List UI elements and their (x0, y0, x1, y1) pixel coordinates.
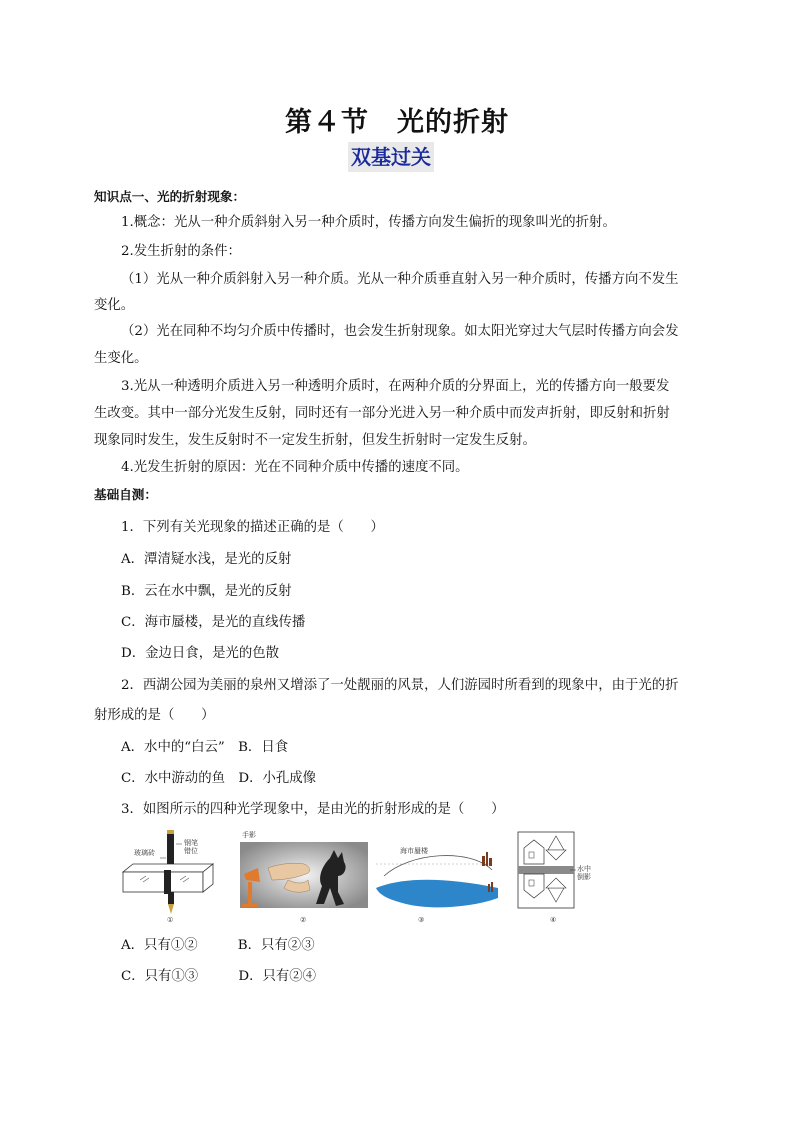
figure-mirage (370, 828, 502, 928)
fig1-offset-label: 错位 (184, 847, 198, 855)
fig4-number: ④ (550, 916, 557, 924)
fig1-glass-label: 玻璃砖 (134, 849, 155, 857)
paragraph-concept: 1.概念：光从一种介质斜射入另一种介质时，传播方向发生偏折的现象叫光的折射。 (121, 215, 616, 230)
paragraph-3-line2: 生改变。其中一部分光发生反射，同时还有一部分光进入另一种介质中而发声折射，即反射和折射 (94, 406, 670, 421)
fig4-label-water: 水中 (577, 865, 591, 873)
paragraph-cause: 4.光发生折射的原因：光在不同种介质中传播的速度不同。 (121, 460, 469, 475)
question-3-stem: 3．如图所示的四种光学现象中，是由光的折射形成的是（ ） (121, 802, 505, 817)
section-subtitle: 双基过关 (348, 142, 434, 172)
fig2-label: 手影 (242, 831, 256, 839)
q2-options-ab: A．水中的“白云” B．日食 (121, 740, 289, 755)
question-2-stem: 2．西湖公园为美丽的泉州又增添了一处靓丽的风景，人们游园时所看到的现象中，由于光的折 (121, 678, 679, 693)
paragraph-condition-2-cont: 生变化。 (94, 351, 148, 366)
q1-option-a: A．潭清疑水浅，是光的反射 (121, 552, 292, 567)
figure-hand-shadow (238, 828, 370, 928)
fig3-number: ③ (418, 916, 425, 924)
paragraph-3-line1: 3.光从一种透明介质进入另一种透明介质时，在两种介质的分界面上，光的传播方向一般要发 (121, 379, 670, 394)
q2-options-cd: C．水中游动的鱼 D．小孔成像 (121, 771, 317, 786)
fig2-number: ② (300, 916, 307, 924)
q1-option-d: D．金边日食，是光的色散 (121, 646, 280, 661)
paragraph-condition-2: （2）光在同种不均匀介质中传播时，也会发生折射现象。如太阳光穿过大气层时传播方向会发 (121, 324, 679, 339)
self-test-heading: 基础自测： (94, 487, 157, 502)
fig1-number: ① (167, 916, 174, 924)
fig1-pen-label: 钢笔 (184, 839, 198, 847)
q1-option-c: C．海市蜃楼，是光的直线传播 (121, 615, 306, 630)
q3-options-cd: C．只有①③ D．只有②④ (121, 969, 317, 984)
q3-options-ab: A．只有①② B．只有②③ (121, 938, 315, 953)
paragraph-3-line3: 现象同时发生，发生反射时不一定发生折射，但发生折射时一定发生反射。 (94, 433, 536, 448)
page-title: 第４节 光的折射 (285, 107, 509, 138)
fig3-label: 海市蜃楼 (400, 847, 428, 855)
paragraph-condition-1-cont: 变化。 (94, 298, 135, 313)
question-1-stem: 1．下列有关光现象的描述正确的是（ ） (121, 520, 384, 535)
q1-option-b: B．云在水中飘，是光的反射 (121, 584, 292, 599)
question-2-stem-cont: 射形成的是（ ） (94, 708, 215, 723)
fig4-label-reflection: 倒影 (577, 873, 591, 881)
paragraph-conditions: 2.发生折射的条件： (121, 244, 241, 259)
figure-pen-glass (120, 828, 220, 928)
figure-water-reflection (514, 828, 600, 928)
q3-figures (120, 828, 600, 928)
knowledge-heading: 知识点一、光的折射现象： (94, 189, 246, 204)
paragraph-condition-1: （1）光从一种介质斜射入另一种介质。光从一种介质垂直射入另一种介质时，传播方向不发生 (121, 272, 679, 287)
